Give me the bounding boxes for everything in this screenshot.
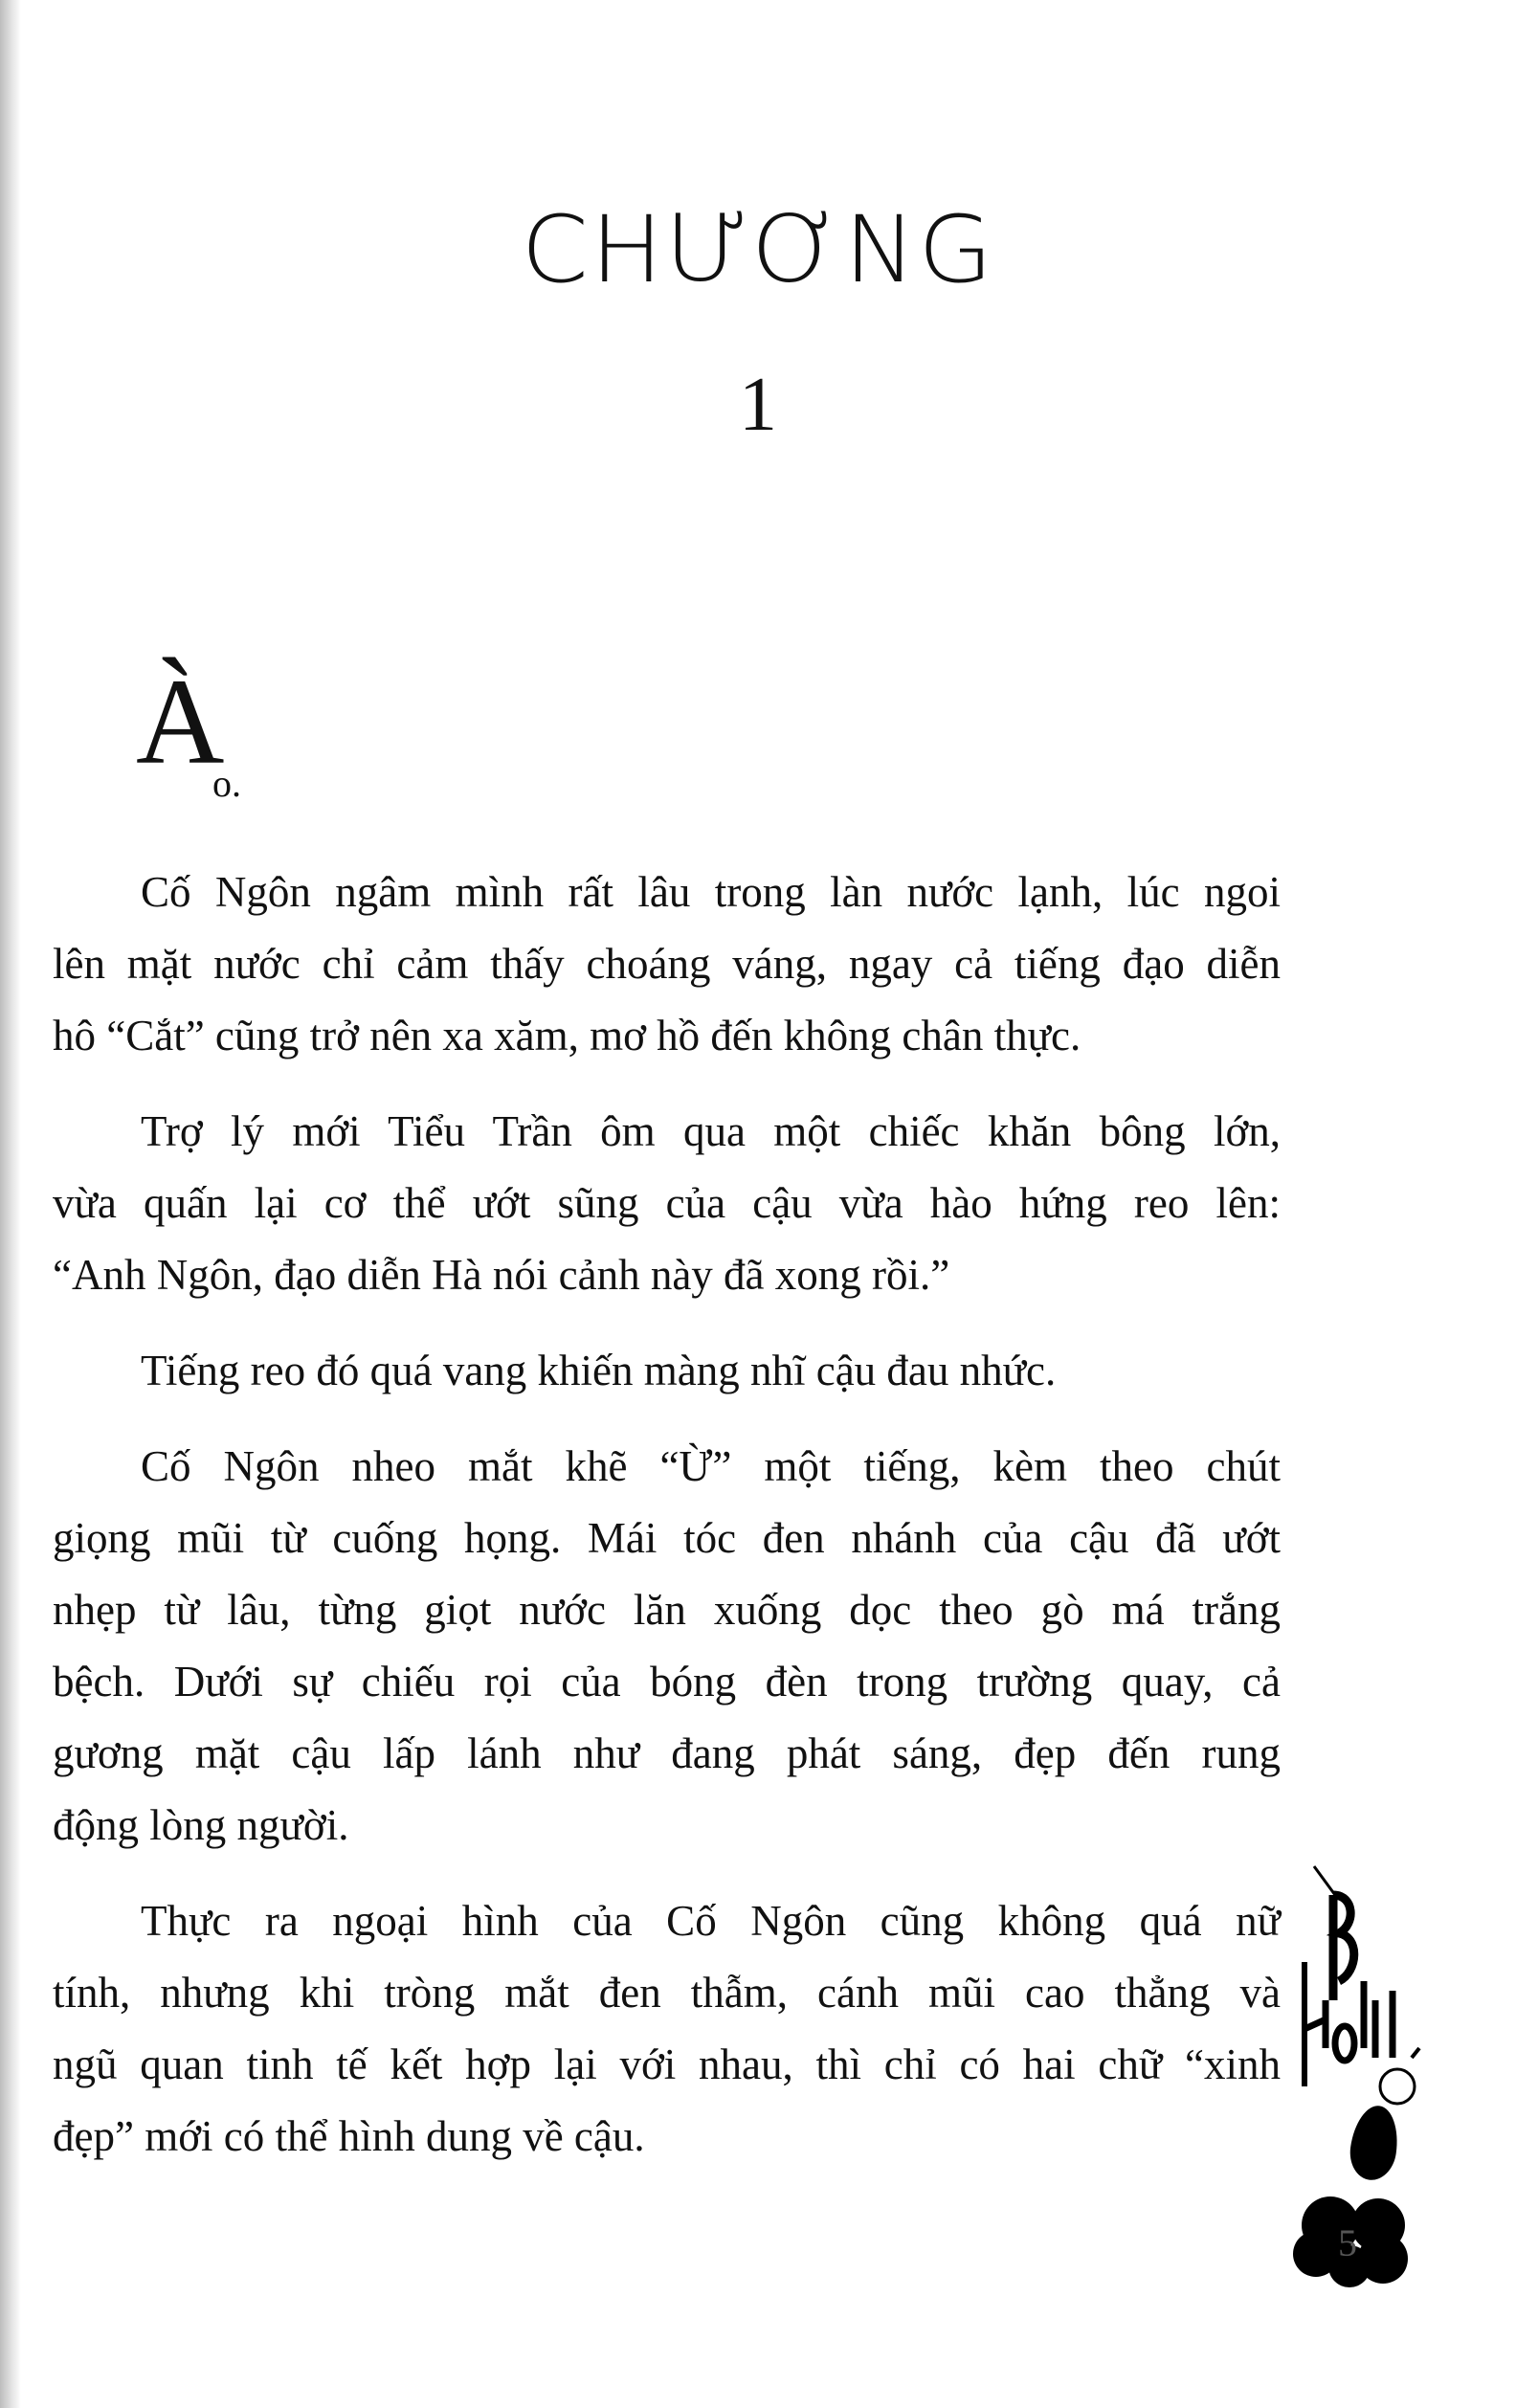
text-line: Cố Ngôn nheo mắt khẽ “Ừ” một tiếng, kèm theo chút xyxy=(141,1442,1281,1490)
logo-calligraphy-icon xyxy=(1297,1857,1431,2125)
text-line: ngũ quan tinh tế kết hợp lại với nhau, thì chỉ có hai chữ “xinh xyxy=(53,2040,1281,2088)
text-line: giọng mũi từ cuống họng. Mái tóc đen nhánh của cậu đã ướt xyxy=(53,1514,1281,1562)
text-line: đẹp” mới có thể hình dung về cậu. xyxy=(53,2112,645,2160)
paragraph xyxy=(53,1885,1281,2173)
text-line: Tiếng reo đó quá vang khiến màng nhĩ cậu đau nhức. xyxy=(141,1347,1057,1394)
text-line: Thực ra ngoại hình của Cố Ngôn cũng không quá nữ xyxy=(141,1897,1281,1945)
drop-cap: À xyxy=(136,654,225,790)
paragraph xyxy=(53,1096,1281,1311)
paragraph xyxy=(53,1431,1281,1862)
page-number: 5 xyxy=(1338,2221,1357,2264)
opening-text: o. xyxy=(212,762,241,805)
text-line: gương mặt cậu lấp lánh như đang phát sáng, đẹp đến rung xyxy=(53,1729,1281,1777)
text-line: “Anh Ngôn, đạo diễn Hà nói cảnh này đã xong rồi.” xyxy=(53,1251,950,1299)
body-text xyxy=(53,857,1281,2196)
paragraph xyxy=(53,1335,1281,1407)
publisher-logo xyxy=(1297,1857,1431,2125)
text-line: bệch. Dưới sự chiếu rọi của bóng đèn trong trường quay, cả xyxy=(53,1658,1281,1706)
text-line: nhẹp từ lâu, từng giọt nước lăn xuống dọc theo gò má trắng xyxy=(53,1586,1281,1634)
text-line: lên mặt nước chỉ cảm thấy choáng váng, ngay cả tiếng đạo diễn xyxy=(53,940,1281,988)
text-line: Trợ lý mới Tiểu Trần ôm qua một chiếc khăn bông lớn, xyxy=(141,1107,1281,1155)
chapter-number: 1 xyxy=(739,363,777,447)
text-line: tính, nhưng khi tròng mắt đen thẫm, cánh mũi cao thẳng và xyxy=(53,1969,1281,2017)
text-line: Cố Ngôn ngâm mình rất lâu trong làn nước lạnh, lúc ngoi xyxy=(141,868,1281,916)
paragraph xyxy=(53,857,1281,1072)
text-line: hô “Cắt” cũng trở nên xa xăm, mơ hồ đến không chân thực. xyxy=(53,1012,1081,1059)
text-line: động lòng người. xyxy=(53,1801,349,1849)
chapter-heading: CHƯƠNG xyxy=(521,196,995,303)
text-line: vừa quấn lại cơ thể ướt sũng của cậu vừa hào hứng reo lên: xyxy=(53,1179,1281,1227)
